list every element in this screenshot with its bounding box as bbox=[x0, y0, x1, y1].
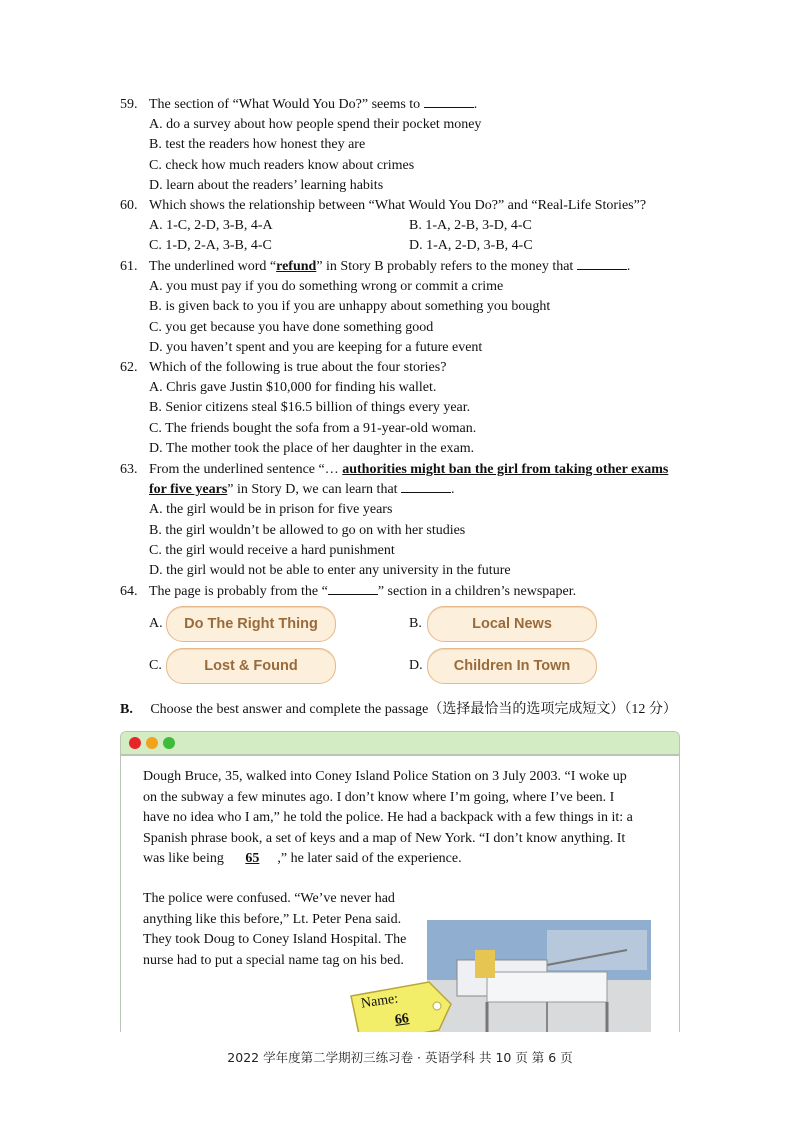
question-stem: Which of the following is true about the four stories? bbox=[149, 360, 447, 375]
option-d: D. you haven’t spent and you are keeping for a future event bbox=[149, 339, 483, 355]
option-b: B. test the readers how honest they are bbox=[149, 137, 366, 153]
question-61: 61. The underlined word “refund” in Story B probably refers to the money that . A. you must pay if you do something wrong or commit a crime B. is given back to you if you are unhappy about something you bought C. you get because you have done something good D. you haven’t spent and you are keeping for a future event bbox=[120, 257, 680, 358]
option-b: B. 1-A, 2-B, 3-D, 4-C bbox=[409, 218, 532, 233]
passage-window bbox=[120, 731, 680, 1032]
question-stem: Which shows the relationship between “What Would You Do?” and “Real-Life Stories”? bbox=[149, 198, 647, 213]
option-a: A. Chris gave Justin $10,000 for finding his wallet. bbox=[149, 380, 437, 395]
question-64: 64. The page is probably from the “ ” section in a children’s newspaper. bbox=[120, 582, 680, 602]
option-b-label: B. bbox=[409, 616, 422, 631]
option-b: B. Senior citizens steal $16.5 billion of things every year. bbox=[149, 400, 471, 416]
section-instruction: Choose the best answer and complete the passage（选择最恰当的选项完成短文）（12 分） bbox=[150, 702, 677, 717]
option-c-label: C. bbox=[149, 658, 162, 673]
option-d: D. 1-A, 2-D, 3-B, 4-C bbox=[409, 238, 533, 254]
option-b: B. is given back to you if you are unhappy about something you bought bbox=[149, 299, 551, 315]
close-dot-icon bbox=[129, 737, 141, 749]
option-d-label: D. bbox=[409, 658, 423, 673]
section-letter: B. bbox=[120, 702, 133, 717]
name-tag bbox=[347, 978, 453, 1032]
option-c-sign: Lost & Found bbox=[166, 648, 336, 684]
window-title-bar bbox=[121, 732, 679, 755]
option-d: D. the girl would not be able to enter any university in the future bbox=[149, 563, 511, 579]
option-b: B. the girl wouldn’t be allowed to go on with her studies bbox=[149, 522, 466, 538]
question-number: 60. bbox=[120, 198, 138, 213]
option-d-sign: Children In Town bbox=[427, 648, 597, 684]
option-a: A. you must pay if you do something wrong or commit a crime bbox=[149, 279, 504, 294]
question-number: 59. bbox=[120, 97, 138, 112]
underlined-sentence: authorities might ban the girl from taking other exams bbox=[342, 462, 669, 477]
paragraph-2: The police were confused. “We’ve never had anything like this before,” Lt. Peter Pena said. They took Doug to Coney Island Hospital. The nurse had to put a special name tag on his bed. bbox=[143, 891, 407, 968]
question-63: 63. From the underlined sentence “… authorities might ban the girl from taking other exams for five years” in Story D, we can learn that . A. the girl would be in prison for five years B. the girl wouldn’t be allowed to go on with her studies C. the girl would receive a hard punishment D. the girl would not be able to enter any university in the future bbox=[120, 460, 680, 581]
underlined-sentence-end: for five years bbox=[149, 482, 228, 497]
page-footer: 2022 学年度第二学期初三练习卷 · 英语学科 共 10 页 第 6 页 bbox=[227, 1050, 573, 1065]
option-d: D. learn about the readers’ learning habits bbox=[149, 177, 384, 193]
option-c: C. 1-D, 2-A, 3-B, 4-C bbox=[149, 238, 272, 254]
tag-label: Name: bbox=[360, 991, 400, 1012]
answer-blank bbox=[401, 480, 451, 493]
blank-66: 66 bbox=[393, 1011, 410, 1028]
question-59: 59. The section of “What Would You Do?” seems to . A. do a survey about how people spend their pocket money B. test the readers how honest they are C. check how much readers know about crimes D. learn about the readers’ learning habits bbox=[120, 95, 680, 196]
answer-blank bbox=[424, 95, 474, 108]
option-c: C. check how much readers know about crimes bbox=[149, 157, 415, 173]
hospital-bed-photo bbox=[427, 920, 651, 1032]
option-d: D. The mother took the place of her daughter in the exam. bbox=[149, 440, 475, 456]
option-c: C. The friends bought the sofa from a 91-year-old woman. bbox=[149, 420, 477, 436]
option-c: C. the girl would receive a hard punishment bbox=[149, 542, 395, 558]
option-a: A. 1-C, 2-D, 3-B, 4-A bbox=[149, 218, 273, 233]
maximize-dot-icon bbox=[163, 737, 175, 749]
question-62 bbox=[120, 358, 680, 459]
section-b-heading bbox=[120, 698, 677, 718]
question-60 bbox=[120, 196, 680, 257]
minimize-dot-icon bbox=[146, 737, 158, 749]
option-b-sign: Local News bbox=[427, 606, 597, 642]
blank-65: 65 bbox=[245, 851, 260, 866]
option-a-sign: Do The Right Thing bbox=[166, 606, 336, 642]
answer-blank bbox=[577, 257, 627, 270]
question-number: 62. bbox=[120, 360, 138, 375]
option-a-label: A. bbox=[149, 616, 163, 631]
underlined-word: refund bbox=[276, 259, 317, 274]
option-a: A. do a survey about how people spend their pocket money bbox=[149, 117, 482, 132]
question-number: 64. bbox=[120, 584, 138, 599]
question-stem: The section of “What Would You Do?” seems to bbox=[149, 97, 424, 112]
question-number: 63. bbox=[120, 462, 138, 477]
paragraph-1: Dough Bruce, 35, walked into Coney Island Police Station on 3 July 2003. “I woke up on the subway a few minutes ago. I don’t know where I’m going, where I’ve been. I have no idea who I am,” he told the police. He had a backpack with a few things in it: a Spanish phrase book, a set of keys and a map of New York. “I don’t know anything. It was like being 65 ,” he later said of the experience. bbox=[143, 767, 643, 870]
window-content bbox=[121, 755, 679, 1032]
option-a: A. the girl would be in prison for five years bbox=[149, 502, 393, 518]
question-number: 61. bbox=[120, 259, 138, 274]
answer-blank bbox=[328, 582, 378, 595]
option-c: C. you get because you have done something good bbox=[149, 319, 434, 335]
